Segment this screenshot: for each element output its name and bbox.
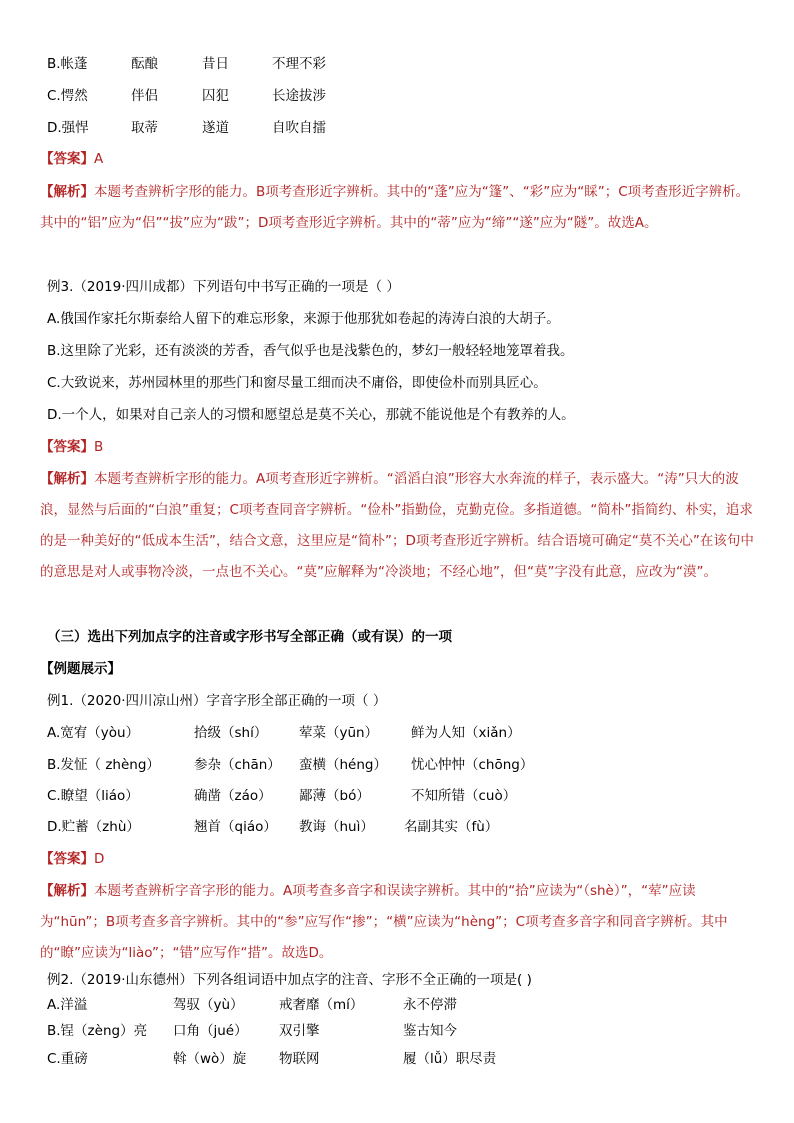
option-word: 确凿（záo） — [194, 788, 272, 804]
option-word: 鲜为人知（xiǎn） — [411, 725, 521, 741]
option-word: 物联网 — [279, 1051, 320, 1067]
option-label: D.强悍 — [47, 120, 89, 136]
option-label: C.愕然 — [47, 88, 88, 104]
option-word: 斡（wò）旋 — [173, 1051, 247, 1067]
section-heading: （三）选出下列加点字的注音或字形书写全部正确（或有误）的一项 — [47, 629, 452, 645]
option-label: A.洋溢 — [47, 997, 88, 1013]
analysis-highlight: “横”应读为“hèng” — [386, 914, 503, 930]
option-word: 鉴古知今 — [403, 1023, 457, 1039]
analysis-text: ；C项考查多音字和同音字辨析。其中的“瞭”应读为“liào”； — [40, 914, 728, 961]
answer-line — [40, 149, 103, 169]
option-word: 长途拔涉 — [272, 88, 326, 104]
option-word: 自吹自擂 — [272, 120, 326, 136]
analysis-text: 本题考查辨析字形的能力。B项考查形近字辨析。其中的“蓬”应为“篷”、“彩”应为“睬”；C项考查形近字辨析。其中的“铝”应为“侣”“拔”应为“跋”；D项考查形近字辨析。其中的“蒂”应为“缔”“遂”应为“隧”。故选A。 — [40, 184, 750, 231]
question-title: 例2.（2019·山东德州）下列各组词语中加点字的注音、字形不全正确的一项是( ) — [47, 972, 532, 988]
analysis-highlight: “荤”应读为“hūn” — [40, 883, 696, 930]
option-word: 翘首（qiáo） — [194, 819, 277, 835]
question-title: 例3.（2019·四川成都）下列语句中书写正确的一项是（ ） — [47, 279, 400, 295]
option-word: 酝酿 — [131, 56, 158, 72]
option-d: D.一个人，如果对自己亲人的习惯和愿望总是莫不关心，那就不能说他是个有教养的人。 — [47, 407, 575, 423]
option-label: B.发怔（ zhèng） — [47, 757, 160, 773]
analysis-paragraph — [40, 177, 756, 239]
option-word: 遂道 — [202, 120, 229, 136]
analysis-highlight: “错”应写作“措” — [172, 945, 269, 961]
option-a: A.俄国作家托尔斯泰给人留下的难忘形象，来源于他那犹如卷起的涛涛白浪的大胡子。 — [47, 311, 560, 327]
option-word: 拾级（shí） — [194, 725, 268, 741]
analysis-tag: 【解析】 — [40, 184, 94, 200]
option-word: 履（lǚ）职尽责 — [403, 1051, 497, 1067]
answer-value: B — [94, 439, 104, 455]
option-b: B.这里除了光彩，还有淡淡的芳香，香气似乎也是浅紫色的，梦幻一般轻轻地笼罩着我。 — [47, 343, 574, 359]
option-label: B.帐蓬 — [47, 56, 88, 72]
option-word: 蛮横（héng） — [299, 757, 387, 773]
option-label: D.贮蓄（zhù） — [47, 819, 140, 835]
option-word: 永不停滞 — [403, 997, 457, 1013]
option-word: 伴侣 — [131, 88, 158, 104]
analysis-text: 本题考查辨析字形的能力。A项考查形近字辨析。“滔滔白浪”形容大水奔流的样子，表示盛大。“涛”只大的波浪，显然与后面的“白浪”重复；C项考查同音字辨析。“俭朴”指勤俭，克勤克俭。多指道德。“简朴”指简约、朴实，追求的是一种美好的“低成本生活”，结合文意，这里应是“简朴”；D项考查形近字辨析。结合语境可确定“莫不关心”在该句中的意思是对人或事物冷淡，一点也不关心。“莫”应解释为“冷淡地；不经心地”，但“莫”字没有此意，应改为“漠”。 — [40, 471, 754, 580]
option-word: 口角（jué） — [173, 1023, 248, 1039]
answer-tag: 【答案】 — [40, 851, 94, 867]
option-word: 不知所错（cuò） — [411, 788, 517, 804]
option-label: B.锃（zèng）亮 — [47, 1023, 148, 1039]
option-word: 驾驭（yù） — [173, 997, 244, 1013]
option-word: 取蒂 — [131, 120, 158, 136]
analysis-text: ；B项考查多音字辨析。其中的“参”应写作“掺”； — [92, 914, 387, 930]
answer-tag: 【答案】 — [40, 151, 94, 167]
answer-line — [40, 849, 104, 869]
option-label: A.宽宥（yòu） — [47, 725, 140, 741]
option-word: 鄙薄（bó） — [299, 788, 370, 804]
analysis-paragraph — [40, 464, 756, 588]
analysis-paragraph — [40, 876, 756, 969]
analysis-text: 本题考查辨析字音字形的能力。A项考查多音字和误读字辨析。其中的“拾”应读为“（shè）”， — [94, 883, 642, 899]
option-label: C.瞭望（liáo） — [47, 788, 139, 804]
answer-line — [40, 437, 103, 457]
option-word: 不理不彩 — [272, 56, 326, 72]
option-word: 双引擎 — [279, 1023, 320, 1039]
analysis-tag: 【解析】 — [40, 471, 94, 487]
answer-value: A — [94, 151, 104, 167]
option-word: 参杂（chān） — [194, 757, 281, 773]
option-word: 戒奢靡（mí） — [279, 997, 364, 1013]
question-title: 例1.（2020·四川凉山州）字音字形全部正确的一项（ ） — [47, 693, 387, 709]
option-word: 忧心忡忡（chōng） — [411, 757, 534, 773]
analysis-text: 。故选D。 — [268, 945, 333, 961]
option-c: C.大致说来，苏州园林里的那些门和窗尽量工细而决不庸俗，即使俭朴而别具匠心。 — [47, 375, 547, 391]
option-word: 教诲（huì） — [299, 819, 374, 835]
option-word: 荤菜（yūn） — [299, 725, 379, 741]
answer-value: D — [94, 851, 105, 867]
option-label: C.重磅 — [47, 1051, 88, 1067]
option-word: 昔日 — [202, 56, 229, 72]
option-word: 名副其实（fù） — [404, 819, 499, 835]
analysis-tag: 【解析】 — [40, 883, 94, 899]
answer-tag: 【答案】 — [40, 439, 94, 455]
section-subheading: 【例题展示】 — [40, 661, 121, 677]
option-word: 囚犯 — [202, 88, 229, 104]
